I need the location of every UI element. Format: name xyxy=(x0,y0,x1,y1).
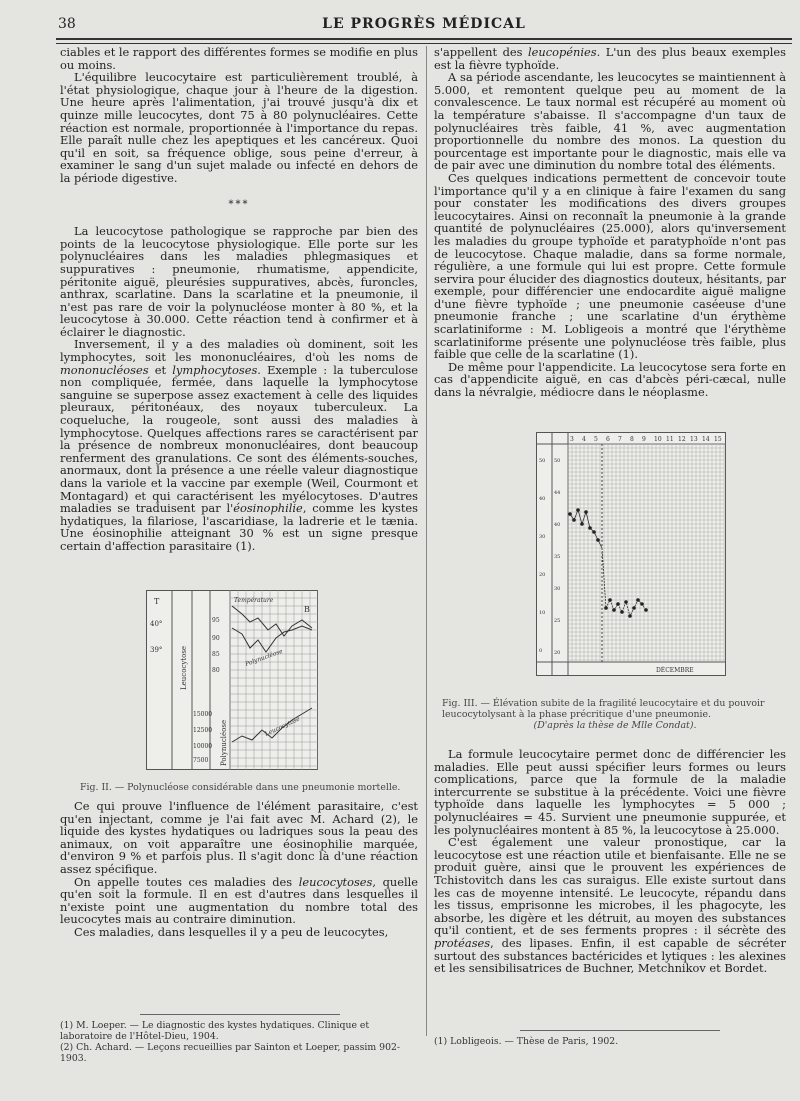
curve-marker: B xyxy=(304,605,310,614)
day-label: 15 xyxy=(714,436,722,443)
header-rule xyxy=(56,38,792,44)
left-column-lower xyxy=(60,800,418,939)
text-run: et xyxy=(154,362,167,377)
running-header xyxy=(58,16,790,38)
column-divider xyxy=(426,46,427,1036)
axis-tick: 7500 xyxy=(193,757,209,764)
axis-tick: 12500 xyxy=(193,727,213,734)
paragraph: La formule leucocytaire permet donc de différencier les maladies. Elle peut aussi spécifier leurs formes ou leurs complications, parce que la formule de la maladie intercurrente se substitue à la précédente. Voici une fièvre typhoïde dans laquelle les lymphocytes = 5 000 ; polynucléaires = 45. Survient une pneumonie suppurée, et les polynucléaires montent à 85 %, la leucocytose à 25.000. xyxy=(434,747,786,837)
axis-tick: 15000 xyxy=(193,711,213,718)
right-column xyxy=(434,46,786,399)
text-run: , des lipases. Enfin, il est capable de sécréter surtout des substances bactéricides et lytiques : les alexines et les sensibilisatrices de Buchner, Metchnikov et Bordet. xyxy=(434,935,786,976)
day-label: 11 xyxy=(666,436,674,443)
right-column-lower xyxy=(434,748,786,975)
day-label: 4 xyxy=(582,436,586,443)
paragraph: ciables et le rapport des différentes formes se modifie en plus ou moins. xyxy=(60,45,418,72)
day-label: 9 xyxy=(642,436,646,443)
figure-3 xyxy=(536,432,726,676)
day-label: 3 xyxy=(570,436,574,443)
figure-2 xyxy=(146,590,318,770)
axis-tick: 25 xyxy=(554,618,561,624)
footnotes-left xyxy=(60,1020,418,1064)
text-run: , comme les kystes hydatiques, la filariose, l'ascaridiase, la ladrerie et le tænia. Une éosinophilie atteignant 30 % est un signe presque certain d'affection parasitaire (1). xyxy=(60,501,418,553)
italic-term: mononucléoses xyxy=(60,362,149,377)
footnote-rule xyxy=(140,1014,340,1015)
axis-tick: 44 xyxy=(554,490,561,496)
text-run: Inversement, il y a des maladies où dominent, soit les lymphocytes, soit les mononucléaires, d'où les noms de xyxy=(60,337,418,365)
curve-label: Leucocytose xyxy=(263,715,302,738)
text-run: , quelle qu'en soit la formule. Il en est d'autres dans lesquelles il n'existe point une augmentation du nombre total des leucocytes mais au contraire diminution. xyxy=(60,874,419,927)
axis-tick: 10 xyxy=(539,610,546,616)
journal-title: LE PROGRÈS MÉDICAL xyxy=(322,16,526,32)
day-label: 6 xyxy=(606,436,610,443)
footnotes-right xyxy=(434,1036,786,1047)
axis-label-t: T xyxy=(154,597,160,606)
data-point xyxy=(616,602,620,606)
axis-tick: 30 xyxy=(539,534,546,540)
paragraph xyxy=(434,836,786,975)
data-point xyxy=(628,614,632,618)
italic-term: éosinophilie xyxy=(233,501,303,516)
paragraph: L'équilibre leucocytaire est particulièrement troublé, à l'état physiologique, chaque jour à l'heure de la digestion. Une heure après l'alimentation, j'ai trouvé jusqu'à dix et quinze mille leucocytes, dont 75 à 80 polynucléaires. Cette réaction est normale, proportionnée à l'importance du repas. Elle paraît nulle chez les apeptiques et les cancéreux. Quoi qu'il en soit, sa fréquence oblige, sous peine d'erreur, à examiner le sang d'un sujet malade ou infecté en dehors de la période digestive. xyxy=(60,70,418,185)
data-point xyxy=(640,602,644,606)
data-point xyxy=(592,530,596,534)
figure-3-chart xyxy=(536,432,726,676)
data-point xyxy=(580,522,584,526)
data-point xyxy=(608,598,612,602)
axis-tick: 20 xyxy=(539,572,546,578)
axis-tick: 30 xyxy=(554,586,561,592)
axis-tick: 85 xyxy=(212,651,220,658)
left-column xyxy=(60,46,418,553)
curve-label: Température xyxy=(234,597,274,604)
day-label: 10 xyxy=(654,436,662,443)
data-point xyxy=(584,510,588,514)
italic-term: lymphocytoses xyxy=(172,362,258,377)
text-run: On appelle toutes ces maladies des xyxy=(74,874,293,889)
day-label: 14 xyxy=(702,436,710,443)
italic-term: leucopénies xyxy=(528,45,597,59)
data-point xyxy=(632,606,636,610)
data-point xyxy=(612,608,616,612)
axis-tick: 0 xyxy=(539,648,543,654)
footnote-rule xyxy=(520,1030,720,1031)
axis-tick: 50 xyxy=(539,458,546,464)
data-point xyxy=(568,512,572,516)
axis-tick: 40° xyxy=(150,620,163,628)
paragraph: Ces quelques indications permettent de concevoir toute l'importance qu'il y a en clinique à faire l'examen du sang pour constater les modifications des divers groupes leucocytaires. Ainsi on reconnaît la pneumonie à la grande quantité de polynucléaires (25.000), alors qu'inversement les maladies du groupe typhoïde et paratyphoïde n'ont pas de leucocytose. Chaque maladie, dans sa forme normale, régulière, a une formule qui lui est propre. Cette formule servira pour élucider des diagnostics douteux, hésitants, par exemple, pour différencier une endocardite aiguë maligne d'une fièvre typhoïde ; une pneumonie caséeuse d'une pneumonie franche ; une scarlatine d'un érythème scarlatiniforme : M. Lobligeois a montré que l'érythème scarlatiniforme présente une polynucléose très faible, plus faible que celle de la scarlatine (1). xyxy=(434,170,786,362)
paragraph: Ces maladies, dans lesquelles il y a peu de leucocytes, xyxy=(74,924,389,939)
axis-label-polynucleose: Polynucléose xyxy=(220,719,228,766)
page-number: 38 xyxy=(58,16,76,32)
paragraph: La leucocytose pathologique se rapproche par bien des points de la leucocytose physiologique. Elle porte sur les polynucléaires dans les maladies phlegmasiques et suppuratives : pneumonie, rhumatisme, appendicite, péritonite aiguë, pleurésies suppuratives, abcès, furoncles, anthrax, scarlatine. Dans la scarlatine et la pneumonie, il n'est pas rare de voir la polynucléose monter à 80 %, et la leucocytose à 30.000. Cette réaction tend à confirmer et à éclairer le diagnostic. xyxy=(60,224,418,339)
day-label: 13 xyxy=(690,436,698,443)
axis-tick: 90 xyxy=(212,635,220,642)
section-separator: *** xyxy=(228,198,250,210)
text-run: s'appellent des xyxy=(434,45,523,59)
day-label: 5 xyxy=(594,436,598,443)
day-label: 8 xyxy=(630,436,634,443)
data-point xyxy=(604,606,608,610)
caption-text: Fig. III. — Élévation subite de la fragilité leucocytaire et du pouvoir leucocytolysant à la phase précritique d'une pneumonie. xyxy=(442,698,765,720)
footnote: (1) M. Loeper. — Le diagnostic des kystes hydatiques. Clinique et laboratoire de l'Hôtel-Dieu, 1904. xyxy=(60,1020,370,1042)
text-run: C'est également une valeur pronostique, car la leucocytose est une réaction utile et bienfaisante. Elle ne se produit guère, ainsi que le prouvent les expériences de Tchistovitch dans les cas suraigus. Elle existe surtout dans les cas de moyenne intensité. Le leucocyte, répandu dans les tissus, emprisonne les microbes, il les phagocyte, les absorbe, les digère et les détruit, au moyen des substances qu'il contient, et de ses ferments propres : il sécrète des xyxy=(434,835,786,938)
curve-label: Polynucléose xyxy=(244,647,284,668)
data-point xyxy=(588,526,592,530)
data-point xyxy=(572,518,576,522)
axis-tick: 39° xyxy=(150,646,163,654)
data-point xyxy=(576,508,580,512)
paragraph: De même pour l'appendicite. La leucocytose sera forte en cas d'appendicite aiguë, en cas d'abcès péri-cæcal, nulle dans la névralgie, médiocre dans le néoplasme. xyxy=(434,359,786,400)
data-point xyxy=(620,610,624,614)
axis-label-leucocytose: Leucocytose xyxy=(180,645,188,690)
axis-tick: 80 xyxy=(212,667,220,674)
data-point xyxy=(644,608,648,612)
paragraph: Ce qui prouve l'influence de l'élément parasitaire, c'est qu'en injectant, comme je l'ai fait avec M. Achard (2), le liquide des kystes hydatiques ou ladriques sous la peau des animaux, on voit apparaître une éosinophilie marquée, d'environ 9 % et parfois plus. Il s'agit donc là d'une réaction assez spécifique. xyxy=(60,799,418,876)
figure-2-chart xyxy=(146,590,318,770)
day-label: 12 xyxy=(678,436,686,443)
axis-tick: 10000 xyxy=(193,743,213,750)
axis-tick: 40 xyxy=(539,496,546,502)
text-run: . L'un des plus beaux exemples est la fièvre typhoïde. xyxy=(434,45,787,72)
month-label: DÉCEMBRE xyxy=(656,667,694,674)
axis-tick: 50 xyxy=(554,458,561,464)
caption-source: (D'après la thèse de Mlle Condat). xyxy=(533,720,697,731)
axis-tick: 35 xyxy=(554,554,561,560)
footnote: (2) Ch. Achard. — Leçons recueillies par Sainton et Loeper, passim 902-1903. xyxy=(60,1042,401,1064)
figure-2-caption: Fig. II. — Polynucléose considérable dans une pneumonie mortelle. xyxy=(80,782,401,793)
day-label: 7 xyxy=(618,436,622,443)
paragraph xyxy=(434,46,786,71)
data-point xyxy=(636,598,640,602)
text-run: . Exemple : la tuberculose non compliquée, fermée, dans laquelle la lymphocytose sanguine se superpose assez exactement à celle des liquides pleuraux, péritonéaux, des noyaux tuberculeux. La coqueluche, la rougeole, sont aussi des maladies à lymphocytose. Quelques affections rares se caractérisent par la présence de nombreux mononucléaires, dont beaucoup renferment des granulations. Ce sont des éléments-souches, anormaux, dont la présence a une réelle valeur diagnostique dans la variole et la vaccine par exemple (Weil, Courmont et Montagard) et qui caractérisent les myélocytoses. D'autres maladies se traduisent par l' xyxy=(60,362,418,516)
data-point xyxy=(624,600,628,604)
data-point xyxy=(596,538,600,542)
italic-term: protéases xyxy=(434,935,491,950)
footnote: (1) Lobligeois. — Thèse de Paris, 1902. xyxy=(434,1036,619,1047)
paragraph xyxy=(60,338,418,552)
axis-tick: 95 xyxy=(212,617,220,624)
paragraph xyxy=(60,876,418,926)
axis-tick: 20 xyxy=(554,650,561,656)
italic-term: leucocytoses xyxy=(298,874,373,889)
figure-3-caption xyxy=(442,698,788,731)
paragraph: A sa période ascendante, les leucocytes se maintiennent à 5.000, et remontent quelque peu au moment de la convalescence. Le taux normal est récupéré au moment où la température s'abaisse. Il s'accompagne d'un taux de polynucléaires très faible, 41 %, avec augmentation proportionnelle du nombre des monos. La question du pourcentage est importante pour le diagnostic, mais elle va de pair avec une diminution du nombre total des éléments. xyxy=(434,70,786,173)
axis-tick: 40 xyxy=(554,522,561,528)
